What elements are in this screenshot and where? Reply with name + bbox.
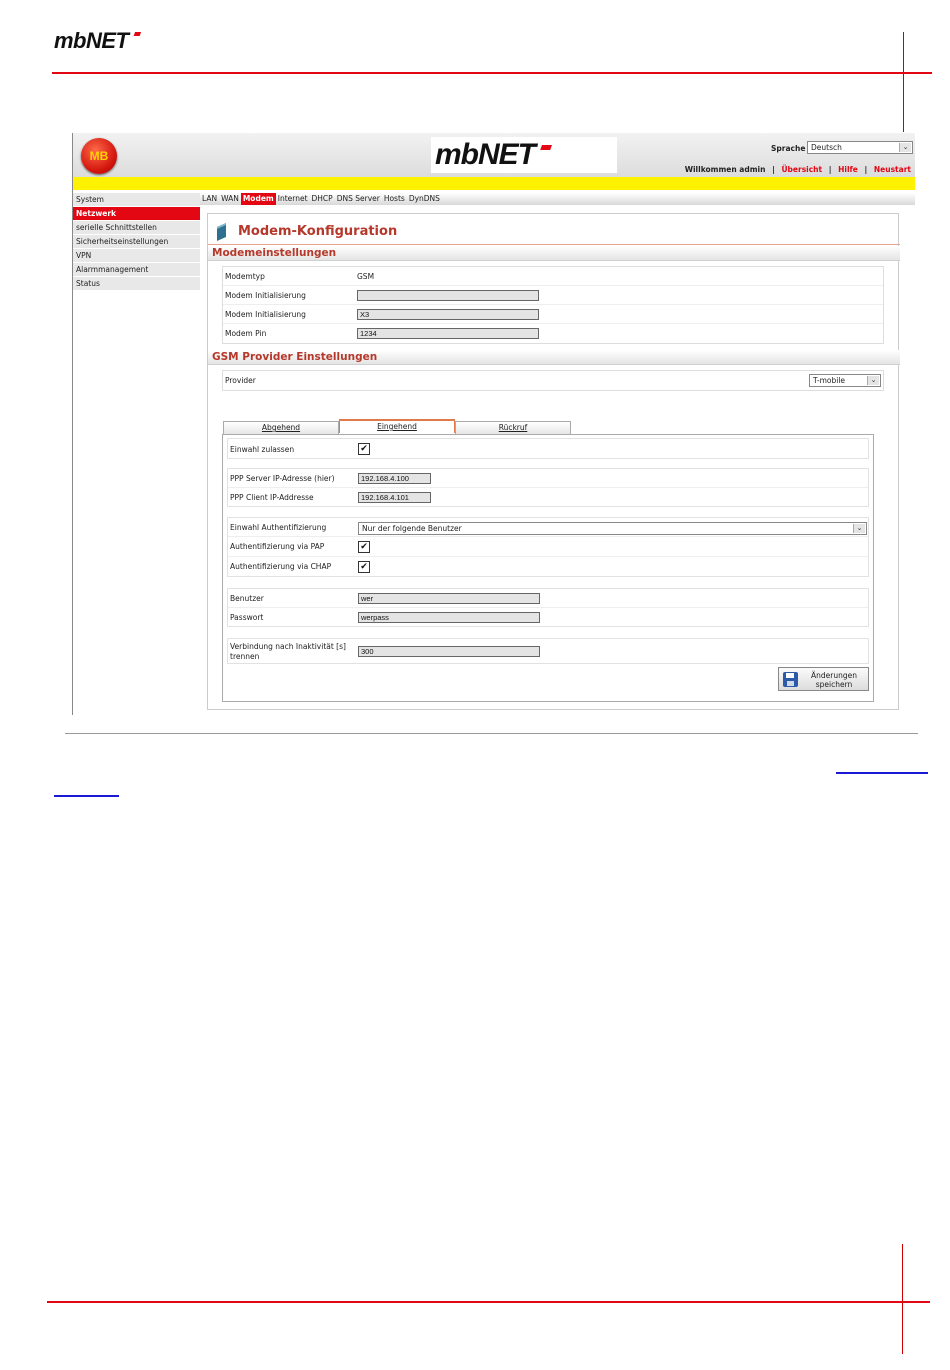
auth-label: Einwahl Authentifizierung xyxy=(230,523,327,532)
table-row xyxy=(223,305,883,324)
header-rule xyxy=(52,72,932,74)
table-row xyxy=(223,286,883,305)
brand-logo: mbNET xyxy=(431,137,617,173)
modem-pin-input[interactable]: 1234 xyxy=(357,328,539,339)
welcome-row: Willkommen admin | Übersicht | Hilfe | Neustart xyxy=(684,165,911,174)
subtab-outgoing[interactable]: Abgehend xyxy=(223,421,339,434)
sidebar-item-vpn[interactable]: VPN xyxy=(73,249,200,262)
tab-lan[interactable]: LAN xyxy=(202,194,218,203)
modem-init1-input[interactable] xyxy=(357,290,539,301)
table-row xyxy=(228,589,868,608)
user-input[interactable]: wer xyxy=(358,593,540,604)
table-row xyxy=(228,537,868,557)
mb-logo: MB xyxy=(81,138,117,174)
table-row xyxy=(223,324,883,343)
check-icon: ✔ xyxy=(360,562,368,572)
modem-type-label: Modemtyp xyxy=(225,272,265,281)
welcome-text: Willkommen admin xyxy=(684,165,766,174)
chevron-down-icon: ⌄ xyxy=(867,376,879,385)
sidebar-item-status[interactable]: Status xyxy=(73,277,200,290)
chevron-down-icon: ⌄ xyxy=(899,143,911,152)
password-input[interactable]: werpass xyxy=(358,612,540,623)
sidebar-item-alarm[interactable]: Alarmmanagement xyxy=(73,263,200,276)
tab-dns-server[interactable]: DNS Server xyxy=(336,194,380,203)
sidebar-item-system[interactable]: System xyxy=(73,193,200,206)
timeout-label: Verbindung nach Inaktivität [s] trennen xyxy=(230,642,346,661)
modem-section-title: Modemeinstellungen xyxy=(208,246,900,261)
client-ip-input[interactable]: 192.168.4.101 xyxy=(358,492,431,503)
page-margin-line xyxy=(902,1244,903,1354)
overview-link[interactable]: Übersicht xyxy=(781,165,823,174)
screenshot-frame xyxy=(72,133,914,715)
subtab-callback[interactable]: Rückruf xyxy=(455,421,571,434)
tab-dyndns[interactable]: DynDNS xyxy=(408,194,440,203)
content-panel xyxy=(207,213,899,710)
save-button-label: Änderungen speichern xyxy=(811,671,857,689)
modem-init2-input[interactable]: X3 xyxy=(357,309,539,320)
app-header xyxy=(73,133,915,177)
hyperlink-underline[interactable] xyxy=(54,795,119,797)
provider-label: Provider xyxy=(225,376,256,385)
modem-type-value: GSM xyxy=(357,272,375,281)
modem-init2-label: Modem Initialisierung xyxy=(225,310,306,319)
provider-select[interactable]: T-mobile ⌄ xyxy=(809,374,881,387)
pap-checkbox[interactable] xyxy=(358,541,370,553)
modem-pin-label: Modem Pin xyxy=(225,329,267,338)
modem-settings-table xyxy=(222,266,884,344)
ppp-ip-group xyxy=(227,468,869,507)
chap-label: Authentifizierung via CHAP xyxy=(230,562,332,571)
screenshot-divider xyxy=(65,733,918,734)
dialin-group xyxy=(227,438,869,459)
tab-dhcp[interactable]: DHCP xyxy=(311,194,333,203)
user-label: Benutzer xyxy=(230,594,264,603)
tab-modem[interactable]: Modem xyxy=(242,194,274,203)
sidebar xyxy=(73,193,200,291)
gsm-settings-table xyxy=(222,370,884,391)
tab-hosts[interactable]: Hosts xyxy=(383,194,405,203)
title-divider xyxy=(208,244,900,245)
tab-wan[interactable]: WAN xyxy=(221,194,239,203)
save-button[interactable] xyxy=(778,667,869,691)
table-row xyxy=(223,267,883,286)
modem-init1-label: Modem Initialisierung xyxy=(225,291,306,300)
table-row xyxy=(223,371,883,390)
chevron-down-icon: ⌄ xyxy=(853,524,865,533)
sidebar-item-network[interactable]: Netzwerk xyxy=(73,207,200,220)
password-label: Passwort xyxy=(230,613,264,622)
page-margin-line xyxy=(903,32,904,132)
sidebar-item-serial[interactable]: serielle Schnittstellen xyxy=(73,221,200,234)
yellow-bar xyxy=(73,177,915,190)
page-title: Modem-Konfiguration xyxy=(238,224,398,239)
incoming-panel xyxy=(222,434,874,702)
dialin-label: Einwahl zulassen xyxy=(230,445,295,454)
chap-checkbox[interactable] xyxy=(358,561,370,573)
table-row xyxy=(228,518,868,537)
document-icon xyxy=(214,222,230,242)
help-link[interactable]: Hilfe xyxy=(838,165,858,174)
document-logo: mbNET xyxy=(54,28,136,54)
hyperlink-underline[interactable] xyxy=(836,772,928,774)
pap-label: Authentifizierung via PAP xyxy=(230,542,325,551)
footer-rule xyxy=(47,1301,930,1303)
timeout-group xyxy=(227,638,869,664)
language-label: Sprache xyxy=(771,144,806,153)
floppy-disk-icon xyxy=(783,672,798,687)
auth-select[interactable]: Nur der folgende Benutzer ⌄ xyxy=(358,522,867,535)
table-row xyxy=(228,488,868,507)
table-row xyxy=(228,608,868,627)
server-ip-input[interactable]: 192.168.4.100 xyxy=(358,473,431,484)
sidebar-item-security[interactable]: Sicherheitseinstellungen xyxy=(73,235,200,248)
auth-group xyxy=(227,517,869,577)
credentials-group xyxy=(227,588,869,627)
check-icon: ✔ xyxy=(360,542,368,552)
subtab-incoming[interactable]: Eingehend xyxy=(339,419,455,433)
check-icon: ✔ xyxy=(360,444,368,454)
client-ip-label: PPP Client IP-Addresse xyxy=(230,493,314,502)
tab-internet[interactable]: Internet xyxy=(277,194,308,203)
table-row xyxy=(228,469,868,488)
table-row xyxy=(228,557,868,577)
timeout-input[interactable]: 300 xyxy=(358,646,540,657)
dialin-checkbox[interactable] xyxy=(358,443,370,455)
server-ip-label: PPP Server IP-Adresse (hier) xyxy=(230,474,335,483)
language-select[interactable]: Deutsch ⌄ xyxy=(807,141,913,154)
top-nav xyxy=(200,193,915,205)
restart-link[interactable]: Neustart xyxy=(873,165,911,174)
gsm-section-title: GSM Provider Einstellungen xyxy=(208,350,900,365)
